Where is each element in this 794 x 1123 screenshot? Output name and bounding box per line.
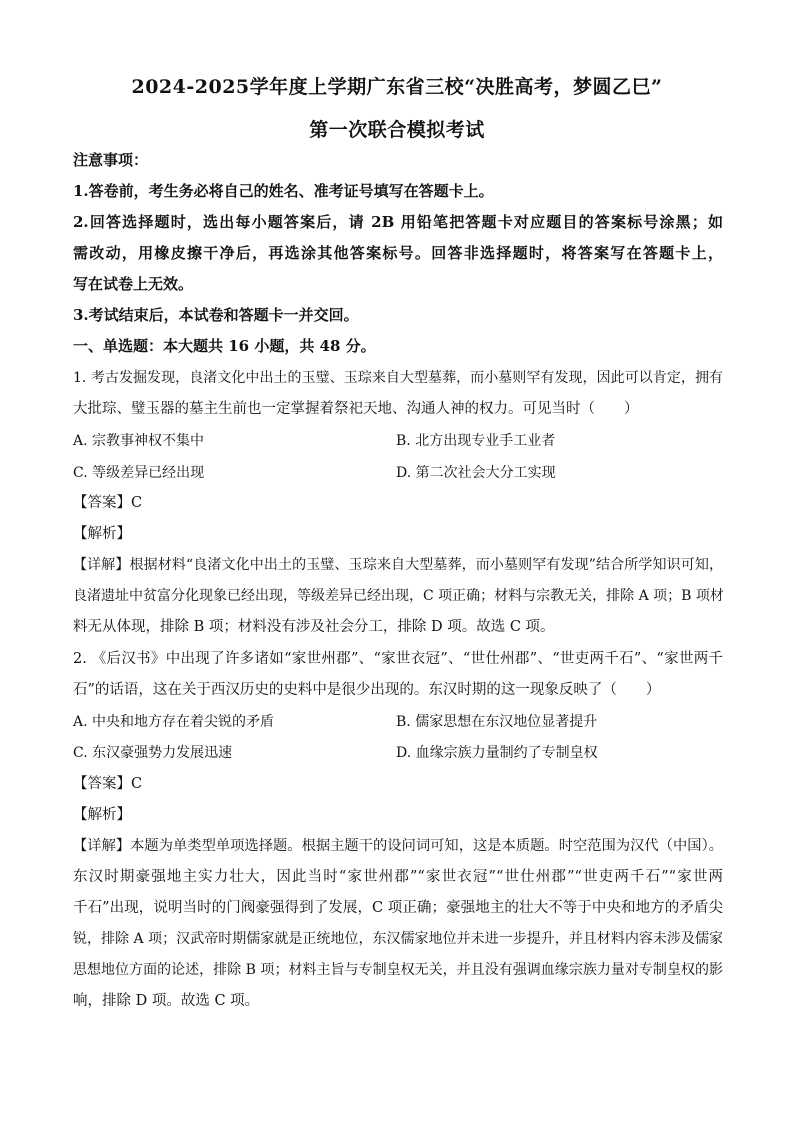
q2-detail-line4: 锐，排除 A 项；汉武帝时期儒家就是正统地位，东汉儒家地位并未进一步提升，并且材料内容未涉及儒家	[73, 931, 723, 947]
q2-stem-line1: 2. 《后汉书》中出现了许多诸如“家世州郡”、“家世衣冠”、“世仕州郡”、“世吏两千石”、“家世两千	[73, 651, 723, 667]
q2-option-b: B. 儒家思想在东汉地位显著提升	[396, 714, 598, 730]
q1-option-d: D. 第二次社会大分工实现	[396, 465, 556, 481]
notice-item-1: 1.答卷前，考生务必将自己的姓名、准考证号填写在答题卡上。	[73, 182, 494, 200]
q1-answer: 【答案】C	[73, 495, 143, 511]
q1-option-b: B. 北方出现专业手工业者	[396, 433, 556, 449]
q2-detail-line1: 【详解】本题为单类型单项选择题。根据主题干的设问词可知，这是本质题。时空范围为汉代（中国）。	[73, 838, 723, 854]
q1-detail-line3: 料无从体现，排除 B 项；材料没有涉及社会分工，排除 D 项。故选 C 项。	[73, 619, 555, 635]
q1-stem-line1: 1. 考古发掘发现，良渚文化中出土的玉璧、玉琮来自大型墓葬，而小墓则罕有发现，因此可以肯定，拥有	[73, 370, 723, 386]
q2-detail-line6: 响，排除 D 项。故选 C 项。	[73, 993, 260, 1009]
q2-detail-line5: 思想地位方面的论述，排除 B 项；材料主旨与专制皇权无关，并且没有强调血缘宗族力量对专制皇权的影	[73, 962, 723, 978]
q1-detail-line1: 【详解】根据材料“良渚文化中出土的玉璧、玉琮来自大型墓葬，而小墓则罕有发现”结合所学知识可知，	[73, 557, 723, 573]
q2-option-a: A. 中央和地方存在着尖锐的矛盾	[73, 714, 275, 730]
exam-title-line1: 2024-2025学年度上学期广东省三校“决胜高考，梦圆乙巳”	[131, 76, 663, 98]
notice-item-3: 3.考试结束后，本试卷和答题卡一并交回。	[73, 306, 359, 324]
q1-stem-line2: 大批琮、璧玉器的墓主生前也一定掌握着祭祀天地、沟通人神的权力。可见当时（ ）	[73, 401, 639, 417]
q2-stem-line2: 石”的话语，这在关于西汉历史的史料中是很少出现的。东汉时期的这一现象反映了（ ）	[73, 682, 661, 698]
exam-title-line2: 第一次联合模拟考试	[309, 119, 485, 141]
q1-detail-line2: 良渚遗址中贫富分化现象已经出现，等级差异已经出现，C 项正确；材料与宗教无关，排除 A 项；B 项材	[73, 588, 724, 604]
q1-option-a: A. 宗教事神权不集中	[73, 433, 205, 449]
notice-heading: 注意事项：	[73, 151, 149, 169]
q1-option-c: C. 等级差异已经出现	[73, 465, 205, 481]
notice-item-2-line1: 2.回答选择题时，选出每小题答案后，请 2B 用铅笔把答题卡对应题目的答案标号涂黑；如	[73, 213, 723, 231]
q2-analysis-label: 【解析】	[73, 807, 131, 823]
notice-item-2-line3: 写在试卷上无效。	[73, 275, 194, 293]
q2-detail-line2: 东汉时期豪强地主实力壮大，因此当时“家世州郡”“家世衣冠”“世仕州郡”“世吏两千石”“家世两	[73, 869, 723, 885]
notice-item-2-line2: 需改动，用橡皮擦干净后，再选涂其他答案标号。回答非选择题时，将答案写在答题卡上，	[73, 244, 723, 262]
section-heading: 一、单选题：本大题共 16 小题，共 48 分。	[73, 337, 376, 355]
q2-option-d: D. 血缘宗族力量制约了专制皇权	[396, 745, 598, 761]
q2-detail-line3: 千石”出现，说明当时的门阀豪强得到了发展，C 项正确；豪强地主的壮大不等于中央和地方的矛盾尖	[73, 900, 723, 916]
q1-analysis-label: 【解析】	[73, 526, 131, 542]
q2-answer: 【答案】C	[73, 776, 143, 792]
q2-option-c: C. 东汉豪强势力发展迅速	[73, 745, 233, 761]
